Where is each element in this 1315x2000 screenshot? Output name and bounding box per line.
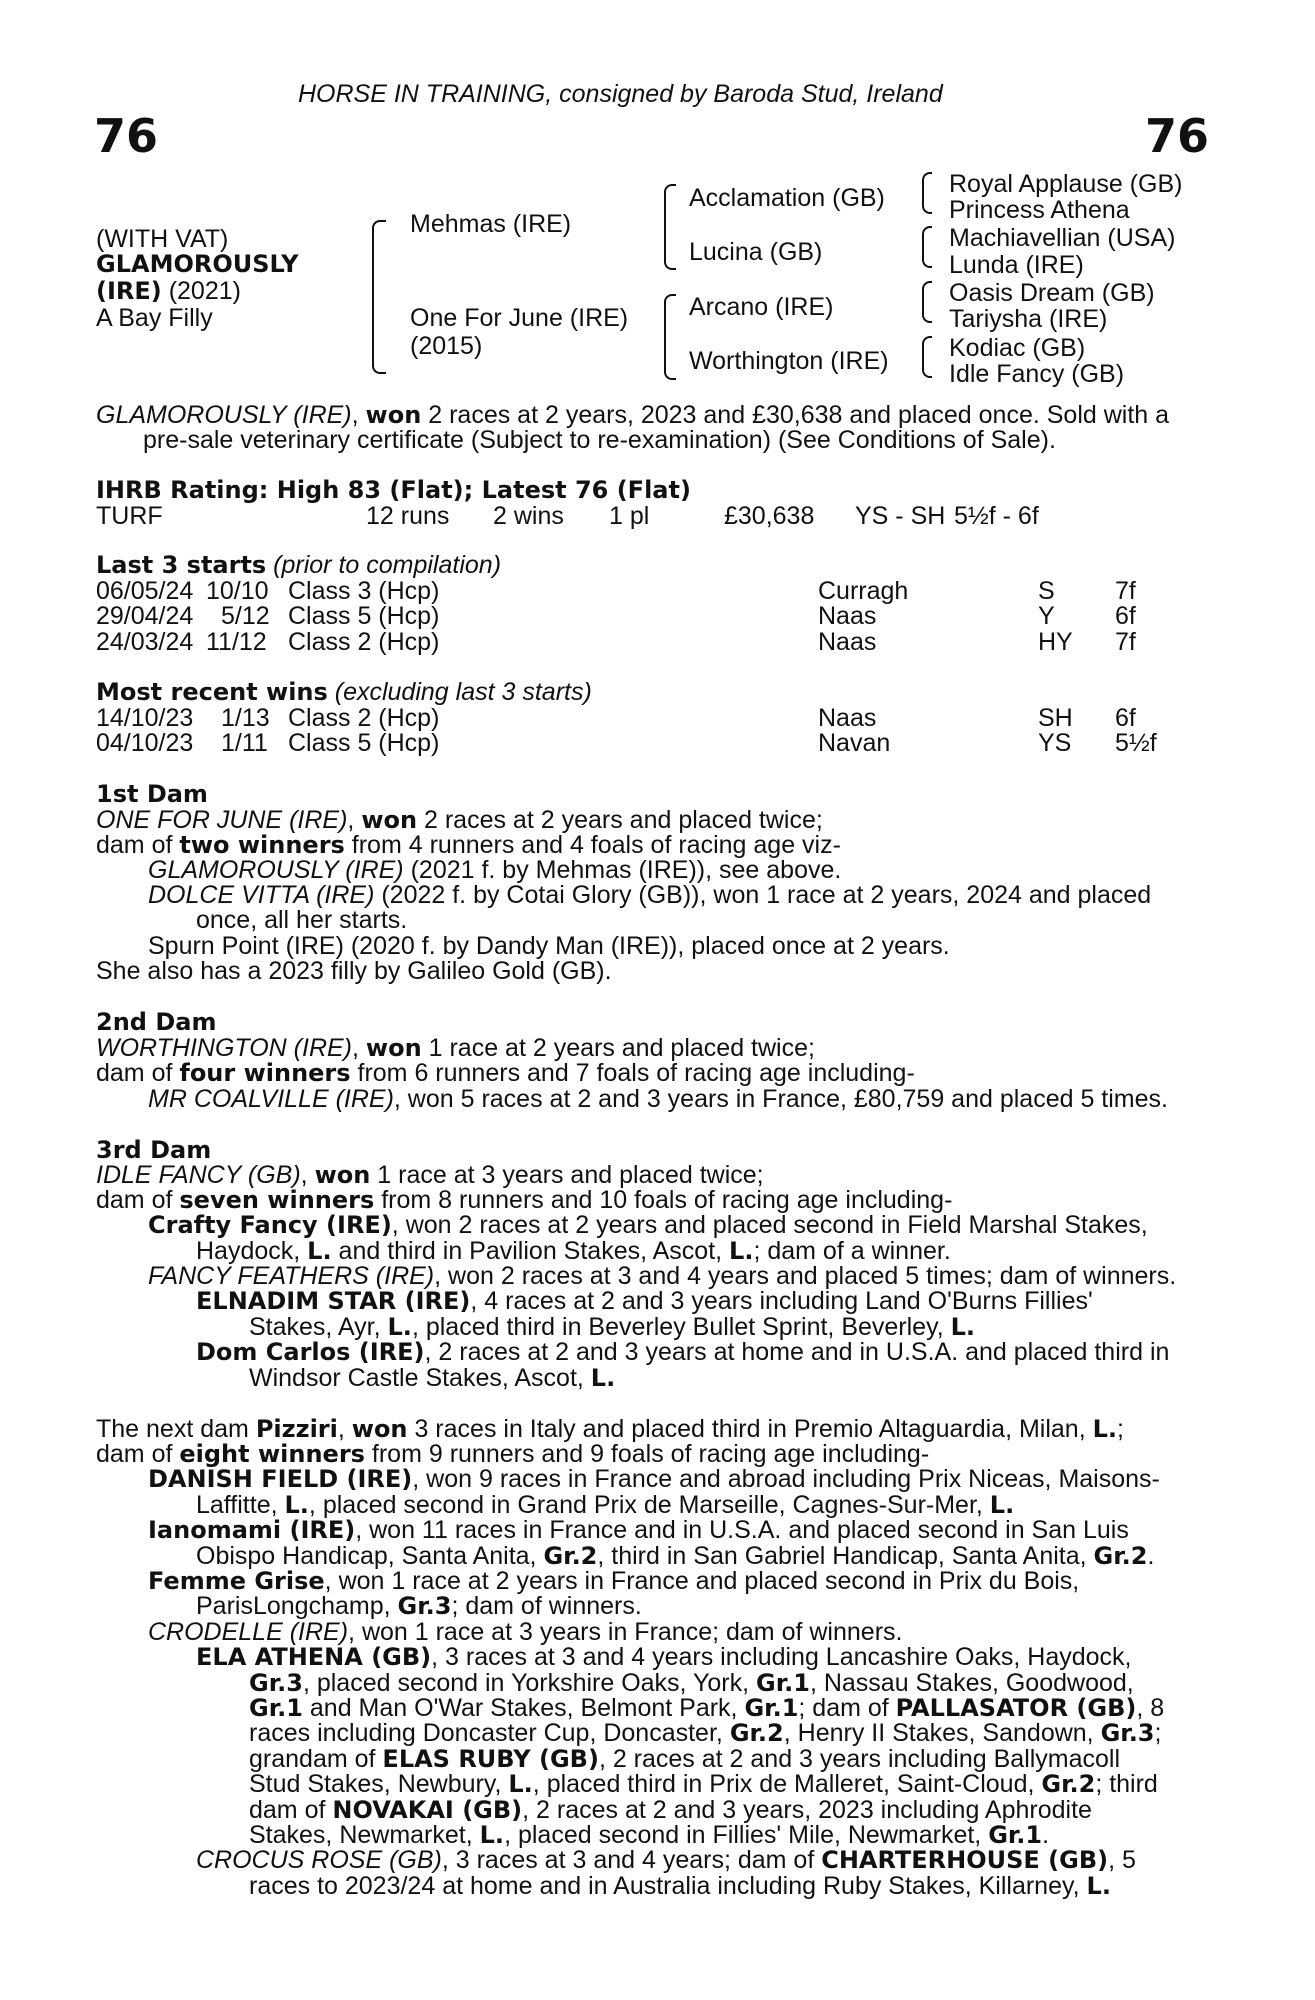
pedigree-ggs-2: Princess Athena (949, 196, 1130, 224)
dam2-heading: 2nd Dam (96, 1008, 217, 1036)
pedigree-brace-dam (664, 294, 676, 380)
next-dam-line3: DANISH FIELD (IRE), won 9 races in France and abroad including Prix Niceas, Maisons- (148, 1465, 1160, 1493)
horse-name-line2 (96, 279, 241, 304)
horse-name: GLAMOROUSLY (96, 250, 299, 278)
horse-year: (2021) (161, 277, 241, 305)
next-dam-line7: Femme Grise, won 1 race at 2 years in France and placed second in Prix du Bois, (148, 1567, 1080, 1595)
dam2-line2: dam of four winners from 6 runners and 7 foals of racing age including- (96, 1059, 915, 1087)
pedigree-gs4: Worthington (IRE) (689, 347, 889, 375)
next-dam-line10: ELA ATHENA (GB), 3 races at 3 and 4 years including Lancashire Oaks, Haydock, (196, 1643, 1132, 1671)
next-dam-line12: Gr.1 and Man O'War Stakes, Belmont Park, Gr.1; dam of PALLASATOR (GB), 8 (249, 1694, 1165, 1722)
dam3-line5: FANCY FEATHERS (IRE), won 2 races at 3 and 4 years and placed 5 times; dam of winners. (148, 1262, 1177, 1290)
pedigree-ggs-5: Oasis Dream (GB) (949, 279, 1155, 307)
next-dam-line4: Laffitte, L., placed second in Grand Prix de Marseille, Cagnes-Sur-Mer, L. (196, 1491, 1015, 1519)
dam3-line1: IDLE FANCY (GB), won 1 race at 3 years and placed twice; (96, 1161, 764, 1189)
next-dam-line15: Stud Stakes, Newbury, L., placed third in Prix de Malleret, Saint-Cloud, Gr.2; third (249, 1770, 1158, 1798)
summary-line1: GLAMOROUSLY (IRE), won 2 races at 2 years, 2023 and £30,638 and placed once. Sold with a (96, 401, 1170, 429)
dam3-line9: Windsor Castle Stakes, Ascot, L. (249, 1364, 616, 1392)
rating-going: YS - SH (855, 502, 946, 530)
pedigree-brace-ggs3 (922, 281, 932, 323)
dam2-line3: MR COALVILLE (IRE), won 5 races at 2 and 3 years in France, £80,759 and placed 5 times. (148, 1085, 1168, 1113)
dam1-line4: DOLCE VITTA (IRE) (2022 f. by Cotai Glory (GB)), won 1 race at 2 years, 2024 and placed (148, 881, 1152, 909)
rating-placed: 1 pl (609, 502, 650, 530)
next-dam-line5: Ianomami (IRE), won 11 races in France and in U.S.A. and placed second in San Luis (148, 1516, 1129, 1544)
pedigree-dam: One For June (IRE) (410, 304, 629, 332)
pedigree-ggs-1: Royal Applause (GB) (949, 170, 1183, 198)
pedigree-ggs-8: Idle Fancy (GB) (949, 360, 1125, 388)
rating-runs: 12 runs (366, 502, 450, 530)
horse-description: A Bay Filly (96, 304, 213, 332)
rating-distance: 5½f - 6f (954, 502, 1039, 530)
rating-earnings: £30,638 (724, 502, 815, 530)
pedigree-brace-main (372, 220, 386, 374)
pedigree-brace-ggs2 (922, 226, 932, 268)
next-dam-line6: Obispo Handicap, Santa Anita, Gr.2, third in San Gabriel Handicap, Santa Anita, Gr.2. (196, 1542, 1155, 1570)
next-dam-line17: Stakes, Newmarket, L., placed second in Fillies' Mile, Newmarket, Gr.1. (249, 1821, 1050, 1849)
recent-wins-heading: Most recent wins (excluding last 3 starts) (96, 678, 592, 706)
next-dam-line11: Gr.3, placed second in Yorkshire Oaks, York, Gr.1, Nassau Stakes, Goodwood, (249, 1669, 1134, 1697)
pedigree-gs3: Arcano (IRE) (689, 293, 834, 321)
dam3-line2: dam of seven winners from 8 runners and 10 foals of racing age including- (96, 1186, 953, 1214)
dam3-line6: ELNADIM STAR (IRE), 4 races at 2 and 3 years including Land O'Burns Fillies' (196, 1287, 1093, 1315)
last3-heading: Last 3 starts (prior to compilation) (96, 551, 502, 579)
pedigree-gs2: Lucina (GB) (689, 238, 823, 266)
dam3-line4: Haydock, L. and third in Pavilion Stakes, Ascot, L.; dam of a winner. (196, 1237, 951, 1265)
dam1-line5: once, all her starts. (196, 906, 408, 934)
next-dam-line16: dam of NOVAKAI (GB), 2 races at 2 and 3 years, 2023 including Aphrodite (249, 1796, 1092, 1824)
dam2-line1: WORTHINGTON (IRE), won 1 race at 2 years and placed twice; (96, 1034, 815, 1062)
vat-note: (WITH VAT) (96, 225, 229, 253)
ihrb-rating-heading: IHRB Rating: High 83 (Flat); Latest 76 (Flat) (96, 476, 691, 504)
next-dam-line19: races to 2023/24 at home and in Australia including Ruby Stakes, Killarney, L. (249, 1872, 1111, 1900)
pedigree-gs1: Acclamation (GB) (689, 184, 885, 212)
pedigree-brace-ggs1 (922, 172, 932, 214)
pedigree-ggs-6: Tariysha (IRE) (949, 305, 1108, 333)
consignment-header: HORSE IN TRAINING, consigned by Baroda Stud, Ireland (298, 80, 943, 108)
pedigree-brace-ggs4 (922, 336, 932, 378)
next-dam-line18: CROCUS ROSE (GB), 3 races at 3 and 4 years; dam of CHARTERHOUSE (GB), 5 (196, 1846, 1136, 1874)
rating-wins: 2 wins (493, 502, 564, 530)
dam1-heading: 1st Dam (96, 780, 208, 808)
pedigree-brace-sire (664, 184, 676, 270)
summary-line2: pre-sale veterinary certificate (Subject to re-examination) (See Conditions of Sale). (143, 426, 1056, 454)
dam1-line3: GLAMOROUSLY (IRE) (2021 f. by Mehmas (IRE)), see above. (148, 856, 842, 884)
dam1-line6: Spurn Point (IRE) (2020 f. by Dandy Man (IRE)), placed once at 2 years. (148, 932, 950, 960)
dam1-line2: dam of two winners from 4 runners and 4 foals of racing age viz- (96, 831, 841, 859)
next-dam-line1: The next dam Pizziri, won 3 races in Italy and placed third in Premio Altaguardia, Milan, L.; (96, 1415, 1124, 1443)
dam1-line7: She also has a 2023 filly by Galileo Gold (GB). (96, 957, 612, 985)
pedigree-sire: Mehmas (IRE) (410, 210, 572, 238)
dam3-line7: Stakes, Ayr, L., placed third in Beverley Bullet Sprint, Beverley, L. (249, 1313, 976, 1341)
pedigree-dam-year: (2015) (410, 332, 483, 360)
pedigree-ggs-7: Kodiac (GB) (949, 334, 1086, 362)
dam1-line1: ONE FOR JUNE (IRE), won 2 races at 2 years and placed twice; (96, 806, 823, 834)
dam3-line3: Crafty Fancy (IRE), won 2 races at 2 years and placed second in Field Marshal Stakes, (148, 1211, 1148, 1239)
horse-suffix: (IRE) (96, 277, 162, 305)
pedigree-ggs-4: Lunda (IRE) (949, 251, 1084, 279)
next-dam-line9: CRODELLE (IRE), won 1 race at 3 years in France; dam of winners. (148, 1618, 903, 1646)
next-dam-line2: dam of eight winners from 9 runners and 9 foals of racing age including- (96, 1440, 930, 1468)
lot-number-right: 76 (1145, 109, 1210, 163)
next-dam-line8: ParisLongchamp, Gr.3; dam of winners. (196, 1592, 642, 1620)
next-dam-line13: races including Doncaster Cup, Doncaster, Gr.2, Henry II Stakes, Sandown, Gr.3; (249, 1719, 1162, 1747)
next-dam-line14: grandam of ELAS RUBY (GB), 2 races at 2 and 3 years including Ballymacoll (249, 1745, 1121, 1773)
dam3-line8: Dom Carlos (IRE), 2 races at 2 and 3 years at home and in U.S.A. and placed third in (196, 1338, 1170, 1366)
lot-number-left: 76 (94, 109, 159, 163)
dam3-heading: 3rd Dam (96, 1136, 212, 1164)
pedigree-ggs-3: Machiavellian (USA) (949, 224, 1176, 252)
rating-surface: TURF (96, 502, 163, 530)
